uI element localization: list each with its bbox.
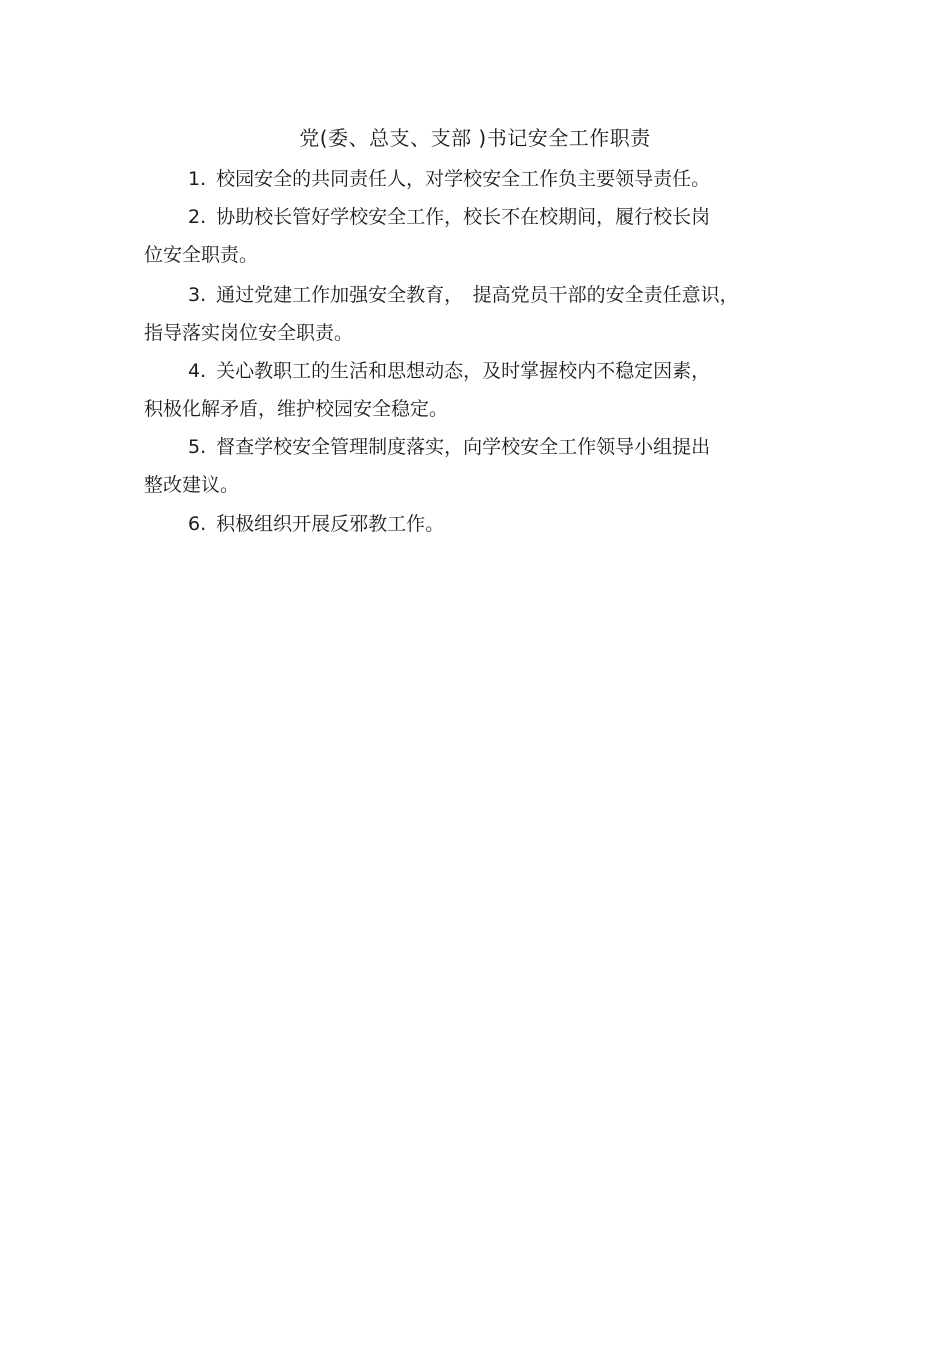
duty-item-continuation: 位安全职责。 [144,244,259,266]
duty-item-number: 5. [188,436,207,458]
duty-item-text: 协助校长管好学校安全工作，校长不在校期间，履行校长岗 [216,206,711,228]
duty-item-number: 1. [188,168,207,190]
duty-item-text: 积极组织开展反邪教工作。 [216,513,445,535]
duty-item-line [144,198,794,236]
duty-item-2 [144,198,794,274]
duty-item-number: 6. [188,513,207,535]
duty-item-text: 关心教职工的生活和思想动态，及时掌握校内不稳定因素， [216,360,711,382]
duty-item-continuation: 指导落实岗位安全职责。 [144,322,354,344]
duty-item-4 [144,352,794,428]
duty-item-line [144,428,794,466]
document-title: 党(委、总支、支部 )书记安全工作职责 [299,126,651,150]
duty-item-line [144,352,794,390]
duty-item-text: 校园安全的共同责任人，对学校安全工作负主要领导责任。 [216,168,711,190]
duty-item-number: 3. [188,284,207,306]
duty-item-continuation: 整改建议。 [144,474,240,496]
duty-item-line [144,276,794,314]
duty-item-text: 督查学校安全管理制度落实，向学校安全工作领导小组提出 [216,436,711,458]
duty-item-6 [144,505,794,543]
duty-item-5 [144,428,794,504]
duty-item-continuation: 积极化解矛盾，维护校园安全稳定。 [144,398,449,420]
duty-item-line [144,160,794,198]
duty-item-line [144,505,794,543]
duty-item-3 [144,276,794,352]
duty-item-number: 4. [188,360,207,382]
duty-item-number: 2. [188,206,207,228]
duty-item-1 [144,160,794,198]
duty-item-text: 通过党建工作加强安全教育， 提高党员干部的安全责任意识， [216,284,739,306]
